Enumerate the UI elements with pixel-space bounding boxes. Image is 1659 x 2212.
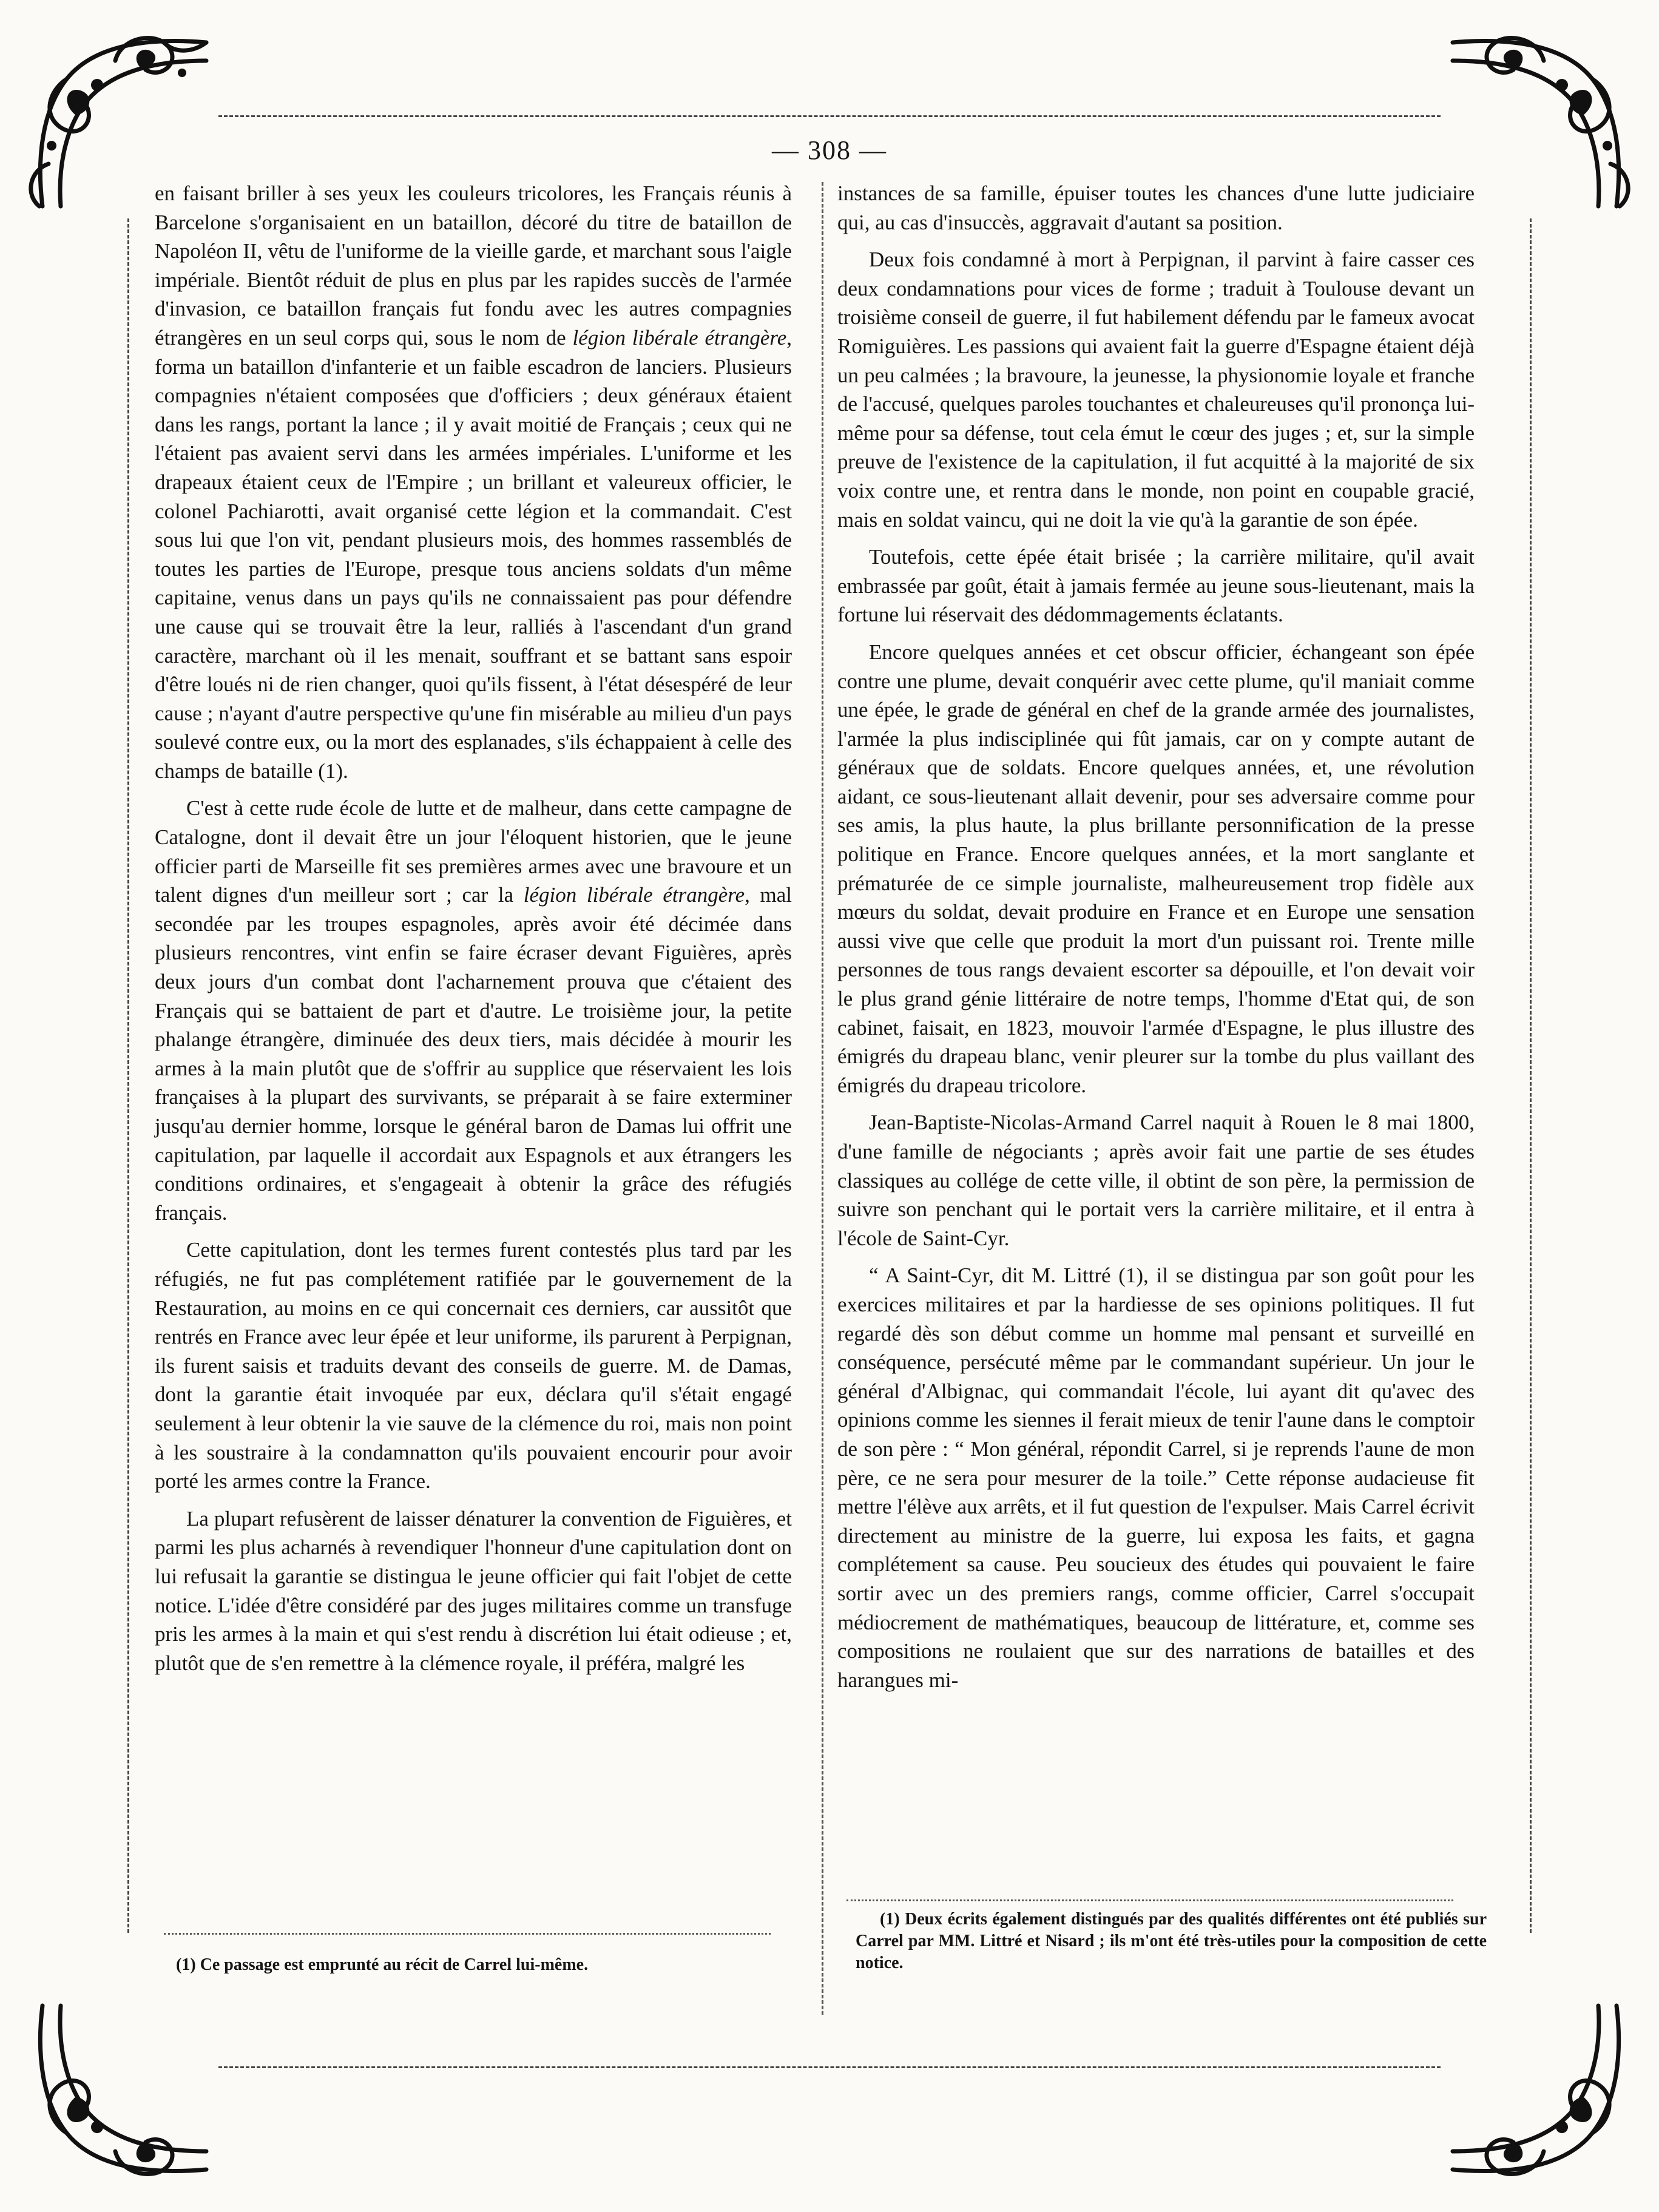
right-paragraph-3: Toutefois, cette épée était brisée ; la carrière militaire, qu'il avait embrassée par goût, était à jamais fermée au jeune sous-lieutenant, mais la fortune lui réservait des dédommagements éclatants. <box>837 545 1475 627</box>
page-border-left <box>127 218 129 1933</box>
right-column <box>837 179 1475 1703</box>
scroll-ornament-icon <box>1434 1987 1635 2188</box>
column-divider <box>822 182 823 2015</box>
footnote-rule-left <box>164 1933 771 1935</box>
left-paragraph-1: en faisant briller à ses yeux les couleurs tricolores, les Français réunis à Barcelone s'organisaient en un bataillon, décoré du titre de bataillon de Napoléon II, vêtu de l'uniforme de la vieille garde, et marchant sous l'aigle impériale. Bientôt réduit de plus en plus par les rapides succès de l'armée d'invasion, ce bataillon français fut fondu avec les autres compagnies étrangères en un seul corps qui, sous le nom de légion libérale étrangère, forma un bataillon d'infanterie et un faible escadron de lanciers. Plusieurs compagnies n'étaient composées que d'officiers ; deux généraux étaient dans les rangs, portant la lance ; il y avait moitié de Français ; ceux qui ne l'étaient pas avaient servi dans les armées impériales. L'uniforme et les drapeaux étaient ceux de l'Empire ; un brillant et valeureux officier, le colonel Pachiarotti, avait organisé cette légion et la commandait. C'est sous lui que l'on vit, pendant plusieurs mois, des hommes rassemblés de toutes les parties de l'Europe, presque tous anciens soldats d'un même capitaine, venus dans un pays qu'ils ne connaissaient pas pour défendre une cause qui se trouvait être la leur, ralliés à l'ascendant d'un grand caractère, marchant où il les menait, souffrant et se battant sans espoir d'être loués ni de rien changer, quoi qu'ils fissent, à l'état désespéré de leur cause ; n'ayant d'autre perspective qu'une fin misérable au milieu d'un pays soulevé contre eux, ou la mort des esplanades, s'ils échappaient à celle des champs de bataille (1). <box>155 181 792 783</box>
right-paragraph-4: Encore quelques années et cet obscur officier, échangeant son épée contre une plume, devait conquérir avec cette plume, qu'il maniait comme une épée, le grade de général en chef de la grande armée des journalistes, l'armée la plus indisciplinée qui fût jamais, car on y compte autant de généraux que de soldats. Encore quelques années, et, une révolution aidant, ce sous-lieutenant allait devenir, pour ses adversaire comme pour ses amis, la plus haute, la plus brillante personnification de la presse politique en France. Encore quelques années, et la mort sanglante et prématurée de ce simple journaliste, malheureusement trop fidèle aux mœurs du soldat, devait produire en France et en Europe une sensation aussi vive que celle que produit la mort d'un puissant roi. Trente mille personnes de tous rangs devaient escorter sa dépouille, et l'on devait voir le plus grand génie littéraire de notre temps, l'homme d'Etat qui, de son cabinet, faisait, en 1823, mouvoir l'armée d'Espagne, le plus illustre des émigrés du drapeau blanc, venir pleurer sur la tombe du plus vaillant des émigrés du drapeau tricolore. <box>837 640 1475 1097</box>
right-paragraph-2: Deux fois condamné à mort à Perpignan, il parvint à faire casser ces deux condamnations pour vices de forme ; traduit à Toulouse devant un troisième conseil de guerre, il fut habilement défendu par le fameux avocat Romiguières. Les passions qui avaient fait la guerre d'Espagne étaient déjà un peu calmées ; la bravoure, la jeunesse, la physionomie loyale et franche de l'accusé, quelques paroles touchantes et chaleureuses qu'il prononça lui-même pour sa défense, tout cela émut le cœur des juges ; et, sur la simple preuve de l'existence de la capitulation, il fut acquitté à la majorité de six voix contre une, et rentra dans le monde, non point en coupable gracié, mais en soldat vaincu, qui ne doit la vie qu'à la garantie de son épée. <box>837 248 1475 532</box>
page-border-bottom <box>218 2066 1441 2068</box>
left-column <box>155 179 792 1686</box>
left-paragraph-2: C'est à cette rude école de lutte et de malheur, dans cette campagne de Catalogne, dont il devait être un jour l'éloquent historien, que le jeune officier parti de Marseille fit ses premières armes avec une bravoure et un talent dignes d'un meilleur sort ; car la légion libérale étrangère, mal secondée par les troupes espagnoles, après avoir été décimée dans plusieurs rencontres, vint enfin se faire écraser devant Figuières, après deux jours d'un combat dont l'acharnement prouva que c'étaient des Français qui se battaient de part et d'autre. Le troisième jour, la petite phalange étrangère, diminuée des deux tiers, mais décidée à mourir les armes à la main plutôt que de s'offrir au supplice que réservaient les lois françaises à la plupart des survivants, se préparait à se faire exterminer jusqu'au dernier homme, lorsque le général baron de Damas lui offrit une capitulation, par laquelle il accordait aux Espagnols et aux étrangers les conditions ordinaires, et s'engageait à obtenir la grâce des réfugiés français. <box>155 796 792 1225</box>
right-paragraph-1: instances de sa famille, épuiser toutes les chances d'une lutte judiciaire qui, au cas d'insuccès, aggravait d'autant sa position. <box>837 181 1475 234</box>
right-paragraph-6: “ A Saint-Cyr, dit M. Littré (1), il se distingua par son goût pour les exercices militaires et par la hardiesse de ses opinions politiques. Il fut regardé dès son début comme un homme mal pensant et surveillé en conséquence, persécuté même par le commandant supérieur. Un jour le général d'Albignac, qui commandait l'école, lui ayant dit qu'avec des opinions comme les siennes il ferait mieux de tenir l'aune dans le comptoir de son père : “ Mon général, répondit Carrel, si je reprends l'aune de mon père, ce ne sera pour mesurer de la toile.” Cette réponse audacieuse fit mettre l'élève aux arrêts, et il fut question de l'expulser. Mais Carrel écrivit directement au ministre de la guerre, lui exposa les faits, et gagna complétement sa cause. Peu soucieux des études qui pouvaient le faire sortir avec un des premiers rangs, comme officier, Carrel s'occupait médiocrement de mathématiques, beaucoup de littérature, et, comme ses compositions ne roulaient que sur des narrations de batailles et des harangues mi- <box>837 1263 1475 1692</box>
page-border-top <box>218 115 1441 117</box>
corner-ornament-bottom-right <box>1434 1987 1635 2188</box>
page-number: — 308 — <box>772 135 887 165</box>
scroll-ornament-icon <box>24 1987 225 2188</box>
footnote-rule-right <box>846 1899 1453 1901</box>
page-border-right <box>1530 218 1532 1933</box>
footnote-left: (1) Ce passage est emprunté au récit de Carrel lui-même. <box>176 1955 589 1974</box>
left-paragraph-3: Cette capitulation, dont les termes furent contestés plus tard par les réfugiés, ne fut pas complétement ratifiée par le gouvernement de la Restauration, au moins en ce qui concernait ces derniers, car aussitôt que rentrés en France avec leur épée et leur uniforme, ils parurent à Perpignan, ils furent saisis et traduits devant des conseils de guerre. M. de Damas, dont la garantie était invoquée par eux, déclara qu'il s'était engagé seulement à leur obtenir la vie sauve de la clémence du roi, mais non point à les soustraire à la condamnatton qu'ils pouvaient encourir pour avoir porté les armes contre la France. <box>155 1238 792 1493</box>
left-paragraph-4: La plupart refusèrent de laisser dénaturer la convention de Figuières, et parmi les plus acharnés à revendiquer l'honneur d'une capitulation dont on lui refusait la garantie se distingua le jeune officier qui fait l'objet de cette notice. L'idée d'être considéré par des juges militaires comme un transfuge pris les armes à la main et qui s'est rendu à discrétion lui était odieuse ; et, plutôt que de s'en remettre à la clémence royale, il préféra, malgré les <box>155 1506 792 1675</box>
right-paragraph-5: Jean-Baptiste-Nicolas-Armand Carrel naquit à Rouen le 8 mai 1800, d'une famille de négociants ; après avoir fait une partie de ses études classiques au collége de cette ville, il obtint de son père, la permission de suivre son penchant qui le portait vers la carrière militaire, et il entra à l'école de Saint-Cyr. <box>837 1111 1475 1250</box>
footnote-right: (1) Deux écrits également distingués par des qualités différentes ont été publiés sur Carrel par MM. Littré et Nisard ; ils m'ont été très-utiles pour la composition de cette notice. <box>856 1910 1487 1972</box>
corner-ornament-bottom-left <box>24 1987 225 2188</box>
